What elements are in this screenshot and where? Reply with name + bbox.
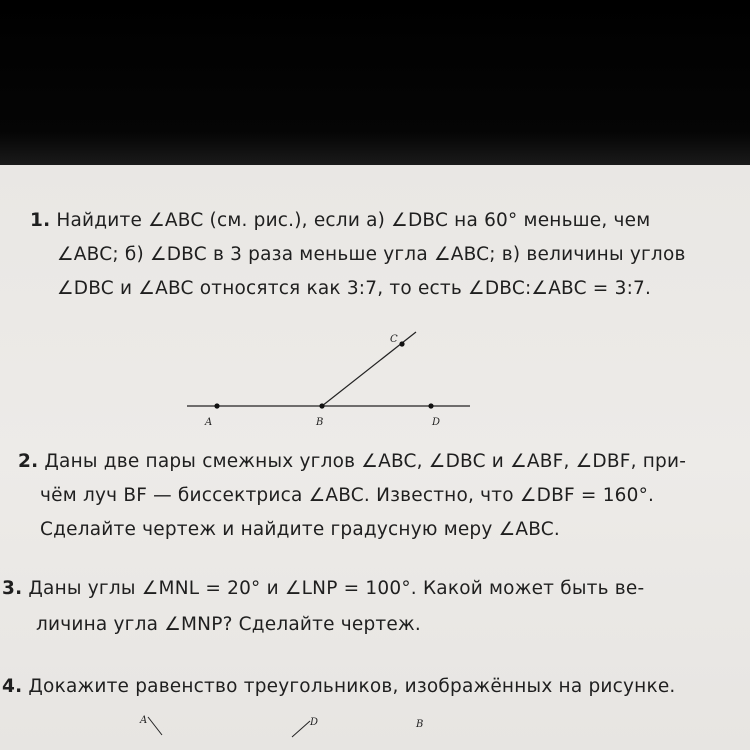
point-b xyxy=(319,403,324,408)
problem-1-line-2: ∠ABC; б) ∠DBC в 3 раза меньше угла ∠ABC; в) величины углов xyxy=(57,244,686,265)
problem-3-text-1: Даны углы ∠MNL = 20° и ∠LNP = 100°. Какой может быть ве- xyxy=(28,578,645,599)
problem-4-number: 4. xyxy=(2,676,23,697)
label-b: B xyxy=(316,417,324,428)
fig2-line-1 xyxy=(148,717,162,735)
problem-3-line-2: личина угла ∠MNP? Сделайте чертеж. xyxy=(36,614,421,635)
problem-2-line-3: Сделайте чертеж и найдите градусную меру ∠ABC. xyxy=(40,519,561,540)
problem-1-line-1 xyxy=(30,210,650,231)
dark-background xyxy=(0,0,750,165)
problem-2-number: 2. xyxy=(18,451,39,472)
angle-figure xyxy=(180,328,480,430)
problem-1-line-3: ∠DBC и ∠ABC относятся как 3:7, то есть ∠DBC:∠ABC = 3:7. xyxy=(57,278,652,299)
point-a xyxy=(214,403,219,408)
label-c: C xyxy=(390,334,398,345)
fig2-label-d: D xyxy=(310,717,319,728)
problem-2-line-1 xyxy=(18,451,686,472)
triangles-figure xyxy=(120,705,520,750)
fig2-label-b: B xyxy=(416,719,424,730)
fig2-label-a: A xyxy=(140,715,148,726)
fig2-line-2 xyxy=(292,721,310,737)
point-d xyxy=(428,403,433,408)
problem-4-line-1 xyxy=(2,676,676,697)
label-d: D xyxy=(432,417,441,428)
point-c xyxy=(399,341,404,346)
label-a: A xyxy=(205,417,213,428)
problem-4-text-1: Докажите равенство треугольников, изображённых на рисунке. xyxy=(28,676,676,697)
problem-1-number: 1. xyxy=(30,210,51,231)
problem-1-text-1: Найдите ∠ABC (см. рис.), если а) ∠DBC на 60° меньше, чем xyxy=(56,210,651,231)
problem-2-line-2: чём луч BF — биссектриса ∠ABC. Известно, что ∠DBF = 160°. xyxy=(40,485,655,506)
problem-3-line-1 xyxy=(2,578,644,599)
problem-2-text-1: Даны две пары смежных углов ∠ABC, ∠DBC и ∠ABF, ∠DBF, при- xyxy=(44,451,687,472)
problem-3-number: 3. xyxy=(2,578,23,599)
